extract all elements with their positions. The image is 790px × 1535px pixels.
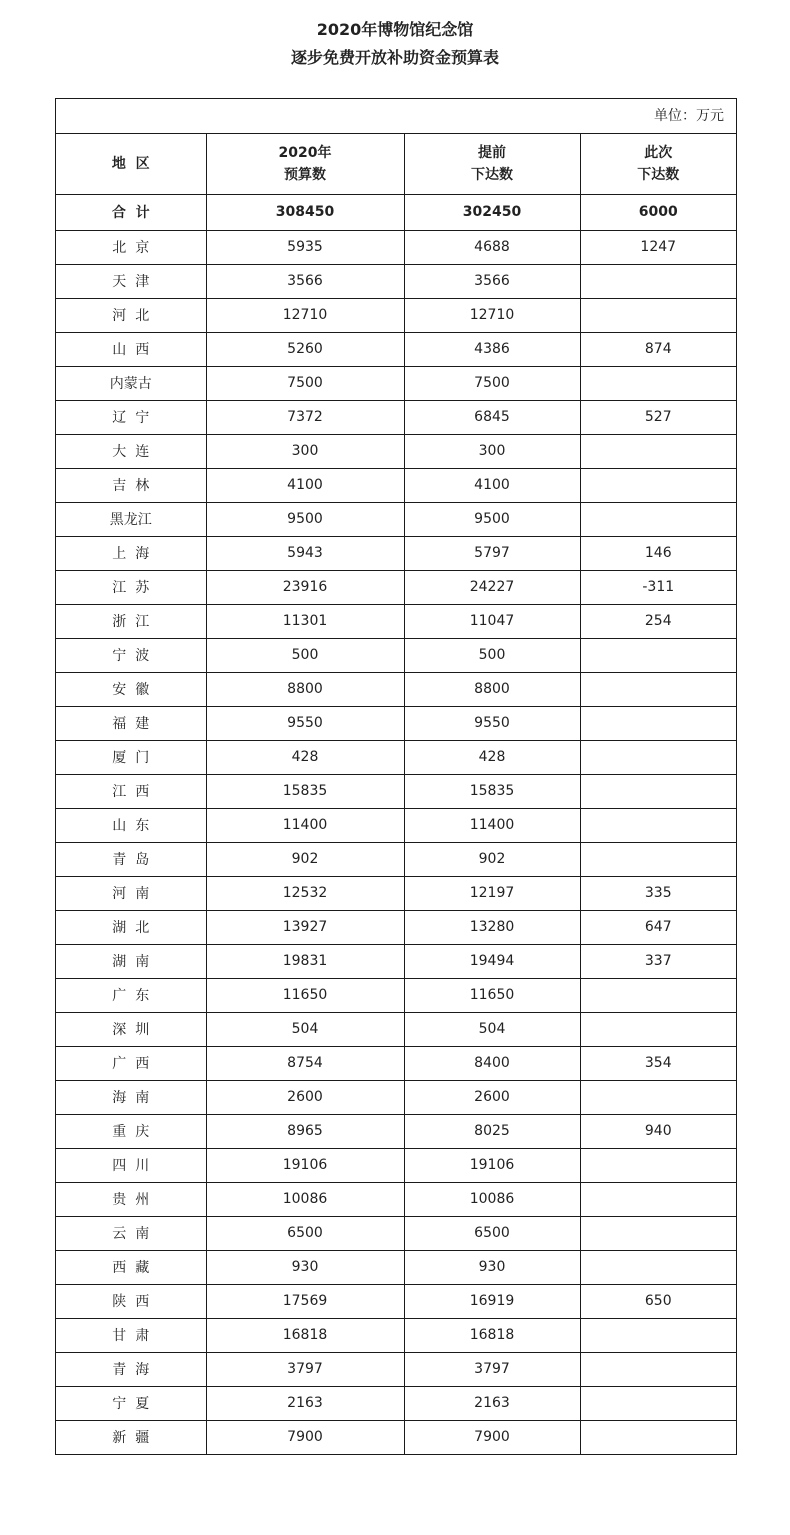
table-row bbox=[56, 298, 736, 332]
cell-budget: 7500 bbox=[206, 366, 404, 400]
cell-region: 辽 宁 bbox=[56, 400, 206, 434]
header-region: 地 区 bbox=[56, 134, 206, 194]
cell-region: 吉 林 bbox=[56, 468, 206, 502]
cell-advance: 504 bbox=[404, 1012, 580, 1046]
cell-region: 山 西 bbox=[56, 332, 206, 366]
cell-region: 西 藏 bbox=[56, 1250, 206, 1284]
cell-advance: 2600 bbox=[404, 1080, 580, 1114]
cell-current: -311 bbox=[580, 570, 736, 604]
table-row bbox=[56, 230, 736, 264]
cell-current bbox=[580, 638, 736, 672]
cell-advance: 300 bbox=[404, 434, 580, 468]
cell-budget: 7900 bbox=[206, 1420, 404, 1454]
cell-advance: 11400 bbox=[404, 808, 580, 842]
cell-current: 354 bbox=[580, 1046, 736, 1080]
cell-advance: 3797 bbox=[404, 1352, 580, 1386]
cell-current bbox=[580, 1386, 736, 1420]
table-row bbox=[56, 638, 736, 672]
cell-current: 940 bbox=[580, 1114, 736, 1148]
table-row bbox=[56, 1352, 736, 1386]
table-row bbox=[56, 264, 736, 298]
cell-region: 新 疆 bbox=[56, 1420, 206, 1454]
cell-current bbox=[580, 264, 736, 298]
cell-budget: 9550 bbox=[206, 706, 404, 740]
cell-advance: 16818 bbox=[404, 1318, 580, 1352]
cell-advance: 428 bbox=[404, 740, 580, 774]
cell-advance: 13280 bbox=[404, 910, 580, 944]
cell-budget: 23916 bbox=[206, 570, 404, 604]
header-budget bbox=[206, 134, 404, 194]
total-current: 6000 bbox=[580, 194, 736, 230]
cell-advance: 6500 bbox=[404, 1216, 580, 1250]
table-row bbox=[56, 842, 736, 876]
cell-region: 贵 州 bbox=[56, 1182, 206, 1216]
cell-region: 青 岛 bbox=[56, 842, 206, 876]
cell-budget: 6500 bbox=[206, 1216, 404, 1250]
total-row bbox=[56, 194, 736, 230]
table-row bbox=[56, 774, 736, 808]
cell-advance: 19494 bbox=[404, 944, 580, 978]
cell-budget: 3797 bbox=[206, 1352, 404, 1386]
cell-current: 337 bbox=[580, 944, 736, 978]
table-row bbox=[56, 570, 736, 604]
cell-budget: 5260 bbox=[206, 332, 404, 366]
total-advance: 302450 bbox=[404, 194, 580, 230]
header-budget-line1: 2020年 bbox=[278, 144, 332, 161]
cell-budget: 8965 bbox=[206, 1114, 404, 1148]
cell-region: 云 南 bbox=[56, 1216, 206, 1250]
table-row bbox=[56, 1386, 736, 1420]
cell-budget: 15835 bbox=[206, 774, 404, 808]
cell-region: 深 圳 bbox=[56, 1012, 206, 1046]
total-budget: 308450 bbox=[206, 194, 404, 230]
cell-region: 甘 肃 bbox=[56, 1318, 206, 1352]
header-current-line2: 下达数 bbox=[637, 166, 680, 183]
cell-advance: 3566 bbox=[404, 264, 580, 298]
header-budget-line2: 预算数 bbox=[284, 166, 326, 183]
cell-current: 874 bbox=[580, 332, 736, 366]
cell-advance: 7900 bbox=[404, 1420, 580, 1454]
cell-current bbox=[580, 672, 736, 706]
cell-advance: 16919 bbox=[404, 1284, 580, 1318]
header-row bbox=[56, 134, 736, 194]
table-row bbox=[56, 740, 736, 774]
cell-advance: 930 bbox=[404, 1250, 580, 1284]
cell-region: 青 海 bbox=[56, 1352, 206, 1386]
cell-region: 大 连 bbox=[56, 434, 206, 468]
cell-region: 湖 北 bbox=[56, 910, 206, 944]
unit-label: 单位：万元 bbox=[56, 99, 736, 134]
table-row bbox=[56, 1080, 736, 1114]
cell-advance: 19106 bbox=[404, 1148, 580, 1182]
cell-budget: 11301 bbox=[206, 604, 404, 638]
table-row bbox=[56, 1148, 736, 1182]
cell-budget: 8754 bbox=[206, 1046, 404, 1080]
cell-region: 宁 夏 bbox=[56, 1386, 206, 1420]
table-row bbox=[56, 604, 736, 638]
cell-budget: 5935 bbox=[206, 230, 404, 264]
table-row bbox=[56, 1046, 736, 1080]
table-row bbox=[56, 978, 736, 1012]
cell-budget: 19831 bbox=[206, 944, 404, 978]
cell-current bbox=[580, 434, 736, 468]
cell-current: 146 bbox=[580, 536, 736, 570]
cell-advance: 7500 bbox=[404, 366, 580, 400]
cell-region: 天 津 bbox=[56, 264, 206, 298]
cell-budget: 17569 bbox=[206, 1284, 404, 1318]
cell-region: 重 庆 bbox=[56, 1114, 206, 1148]
cell-region: 陕 西 bbox=[56, 1284, 206, 1318]
cell-region: 黑龙江 bbox=[56, 502, 206, 536]
cell-current bbox=[580, 706, 736, 740]
cell-current bbox=[580, 1182, 736, 1216]
cell-advance: 6845 bbox=[404, 400, 580, 434]
table-row bbox=[56, 502, 736, 536]
cell-budget: 11400 bbox=[206, 808, 404, 842]
cell-current: 254 bbox=[580, 604, 736, 638]
table-row bbox=[56, 910, 736, 944]
cell-advance: 4688 bbox=[404, 230, 580, 264]
table-row bbox=[56, 1420, 736, 1454]
cell-advance: 11650 bbox=[404, 978, 580, 1012]
header-advance bbox=[404, 134, 580, 194]
cell-current bbox=[580, 1318, 736, 1352]
table-row bbox=[56, 1216, 736, 1250]
cell-region: 浙 江 bbox=[56, 604, 206, 638]
table-row bbox=[56, 876, 736, 910]
table-row bbox=[56, 1182, 736, 1216]
cell-budget: 500 bbox=[206, 638, 404, 672]
cell-advance: 11047 bbox=[404, 604, 580, 638]
cell-region: 宁 波 bbox=[56, 638, 206, 672]
cell-current bbox=[580, 1080, 736, 1114]
cell-advance: 9500 bbox=[404, 502, 580, 536]
cell-budget: 7372 bbox=[206, 400, 404, 434]
cell-current bbox=[580, 808, 736, 842]
cell-advance: 4386 bbox=[404, 332, 580, 366]
cell-current bbox=[580, 978, 736, 1012]
cell-current bbox=[580, 774, 736, 808]
cell-region: 上 海 bbox=[56, 536, 206, 570]
table-row bbox=[56, 1012, 736, 1046]
cell-region: 湖 南 bbox=[56, 944, 206, 978]
header-advance-line1: 提前 bbox=[478, 144, 506, 161]
cell-current bbox=[580, 1352, 736, 1386]
header-current bbox=[580, 134, 736, 194]
cell-region: 江 苏 bbox=[56, 570, 206, 604]
cell-budget: 5943 bbox=[206, 536, 404, 570]
cell-region: 厦 门 bbox=[56, 740, 206, 774]
cell-region: 广 东 bbox=[56, 978, 206, 1012]
budget-table bbox=[56, 134, 736, 1454]
title-line-1: 2020年博物馆纪念馆 bbox=[316, 20, 474, 39]
cell-region: 福 建 bbox=[56, 706, 206, 740]
table-row bbox=[56, 400, 736, 434]
cell-budget: 4100 bbox=[206, 468, 404, 502]
table-row bbox=[56, 1114, 736, 1148]
cell-budget: 11650 bbox=[206, 978, 404, 1012]
title-line-2: 逐步免费开放补助资金预算表 bbox=[290, 48, 499, 67]
table-row bbox=[56, 1284, 736, 1318]
cell-region: 河 北 bbox=[56, 298, 206, 332]
budget-table-frame bbox=[55, 98, 737, 1455]
table-row bbox=[56, 706, 736, 740]
cell-current bbox=[580, 1250, 736, 1284]
cell-budget: 12532 bbox=[206, 876, 404, 910]
cell-budget: 13927 bbox=[206, 910, 404, 944]
cell-budget: 902 bbox=[206, 842, 404, 876]
cell-current bbox=[580, 468, 736, 502]
table-row bbox=[56, 434, 736, 468]
table-row bbox=[56, 944, 736, 978]
cell-region: 安 徽 bbox=[56, 672, 206, 706]
cell-current: 650 bbox=[580, 1284, 736, 1318]
cell-advance: 15835 bbox=[404, 774, 580, 808]
cell-advance: 8400 bbox=[404, 1046, 580, 1080]
cell-current: 1247 bbox=[580, 230, 736, 264]
cell-current bbox=[580, 740, 736, 774]
cell-current: 647 bbox=[580, 910, 736, 944]
cell-region: 内蒙古 bbox=[56, 366, 206, 400]
cell-current bbox=[580, 298, 736, 332]
cell-current bbox=[580, 842, 736, 876]
cell-advance: 8025 bbox=[404, 1114, 580, 1148]
table-row bbox=[56, 468, 736, 502]
table-row bbox=[56, 1318, 736, 1352]
cell-advance: 2163 bbox=[404, 1386, 580, 1420]
header-current-line1: 此次 bbox=[644, 144, 673, 161]
cell-budget: 3566 bbox=[206, 264, 404, 298]
cell-budget: 8800 bbox=[206, 672, 404, 706]
cell-current: 335 bbox=[580, 876, 736, 910]
cell-advance: 9550 bbox=[404, 706, 580, 740]
cell-budget: 504 bbox=[206, 1012, 404, 1046]
cell-current bbox=[580, 1216, 736, 1250]
cell-advance: 902 bbox=[404, 842, 580, 876]
table-row bbox=[56, 332, 736, 366]
cell-advance: 4100 bbox=[404, 468, 580, 502]
cell-region: 江 西 bbox=[56, 774, 206, 808]
cell-advance: 24227 bbox=[404, 570, 580, 604]
cell-budget: 300 bbox=[206, 434, 404, 468]
table-row bbox=[56, 808, 736, 842]
cell-budget: 9500 bbox=[206, 502, 404, 536]
cell-advance: 12710 bbox=[404, 298, 580, 332]
cell-budget: 930 bbox=[206, 1250, 404, 1284]
cell-budget: 16818 bbox=[206, 1318, 404, 1352]
cell-region: 广 西 bbox=[56, 1046, 206, 1080]
cell-current bbox=[580, 1012, 736, 1046]
cell-current: 527 bbox=[580, 400, 736, 434]
cell-advance: 5797 bbox=[404, 536, 580, 570]
cell-region: 海 南 bbox=[56, 1080, 206, 1114]
table-row bbox=[56, 672, 736, 706]
cell-budget: 19106 bbox=[206, 1148, 404, 1182]
cell-advance: 10086 bbox=[404, 1182, 580, 1216]
cell-budget: 12710 bbox=[206, 298, 404, 332]
cell-current bbox=[580, 1148, 736, 1182]
cell-region: 四 川 bbox=[56, 1148, 206, 1182]
table-row bbox=[56, 1250, 736, 1284]
table-row bbox=[56, 536, 736, 570]
cell-current bbox=[580, 502, 736, 536]
total-region: 合 计 bbox=[56, 194, 206, 230]
header-advance-line2: 下达数 bbox=[471, 166, 513, 183]
cell-current bbox=[580, 1420, 736, 1454]
cell-region: 河 南 bbox=[56, 876, 206, 910]
cell-advance: 12197 bbox=[404, 876, 580, 910]
cell-budget: 10086 bbox=[206, 1182, 404, 1216]
cell-budget: 2163 bbox=[206, 1386, 404, 1420]
cell-region: 北 京 bbox=[56, 230, 206, 264]
cell-advance: 500 bbox=[404, 638, 580, 672]
cell-budget: 428 bbox=[206, 740, 404, 774]
cell-region: 山 东 bbox=[56, 808, 206, 842]
cell-budget: 2600 bbox=[206, 1080, 404, 1114]
cell-current bbox=[580, 366, 736, 400]
table-row bbox=[56, 366, 736, 400]
cell-advance: 8800 bbox=[404, 672, 580, 706]
